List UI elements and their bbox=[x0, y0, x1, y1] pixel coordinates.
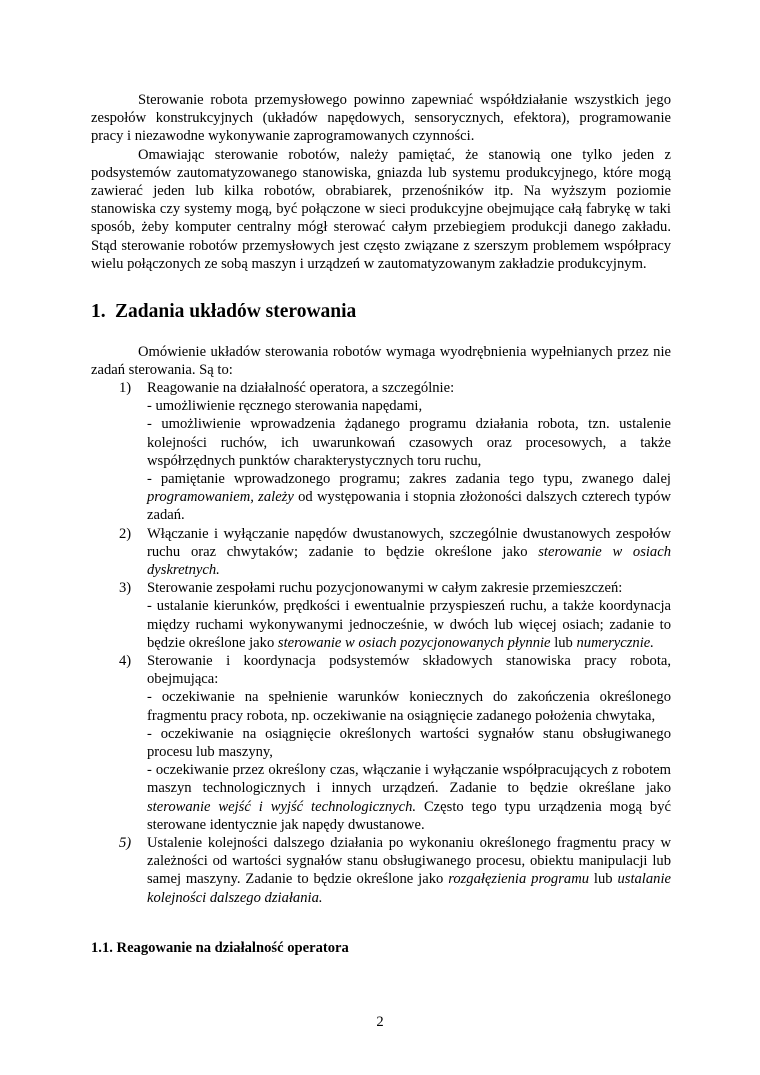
list-item-2 bbox=[119, 525, 671, 580]
section-1-intro bbox=[91, 343, 671, 379]
list-item-5-number: 5) bbox=[119, 835, 132, 852]
list-item-5 bbox=[119, 834, 671, 907]
list-item-1 bbox=[119, 379, 671, 525]
list-item-2-emphasis: sterowanie w osiach dyskretnych. bbox=[147, 543, 672, 579]
list-item-3-text: Sterowanie zespołami ruchu pozycjonowanymi w całym zakresie przemieszczeń: bbox=[147, 580, 623, 597]
list-item-2-pre: Włączanie i wyłączanie napędów dwustanowych, szczególnie dwustanowych zespołów ruchu oraz chwytaków; zadanie to będzie określone jako bbox=[147, 525, 671, 560]
list-item-4 bbox=[119, 652, 671, 834]
list-item-3-sub-1 bbox=[147, 597, 671, 652]
list-item-1-number: 1) bbox=[119, 380, 132, 396]
list-item-3-number: 3) bbox=[119, 580, 132, 597]
intro-paragraph-2: Omawiając sterowanie robotów, należy pamiętać, że stanowią one tylko jeden z podsystemów zautomatyzowanego stanowiska, gniazda lub systemu produkcyjnego, które mogą zawierać jeden lub kilka robotów, obrabiarek, przenośników itp. Na wyższym poziomie stanowiska czy systemy mogą, być połączone w sieci produkcyjne obejmujące całą fabrykę w taki sposób, żeby komputer centralny mógł sterować całym przebiegiem produkcji danego zakładu. Stąd sterowanie robotów przemysłowych jest często związane z szerszym problemem współpracy wielu połączonych ze sobą maszyn i urządzeń w zautomatyzowanym zakładzie produkcyjnym. bbox=[91, 146, 671, 272]
section-1-intro-paragraph: Omówienie układów sterowania robotów wymaga wyodrębnienia wypełnianych przez nie zadań sterowania. Są to: bbox=[91, 344, 671, 379]
section-1-heading bbox=[91, 300, 356, 324]
list-item-4-sub-3 bbox=[147, 761, 671, 834]
list-item-3-sub-1-mid: lub bbox=[550, 634, 577, 651]
list-item-4-sub-2: - oczekiwanie na osiągnięcie określonych wartości sygnałów stanu obsługiwanego procesu lub maszyny, bbox=[147, 725, 671, 761]
list-item-3-sub-1-pre: - ustalanie kierunków, prędkości i ewentualnie przyspieszeń ruchu, a także koordynacja między ruchami wykonywanymi jednocześnie, w dwóch lub więcej osiach; zadanie to będzie określone jako bbox=[147, 598, 671, 651]
list-item-5-emphasis-1: rozgałęzienia programu bbox=[448, 871, 590, 888]
list-item-1-sub-3-post: od występowania i stopnia złożoności dalszych czterech typów zadań. bbox=[147, 489, 671, 524]
page-number: 2 bbox=[376, 1014, 384, 1030]
list-item-3-sub-1-emphasis-1: sterowanie w osiach pozycjonowanych płynnie bbox=[277, 634, 551, 651]
section-1-1-heading: 1.1. Reagowanie na działalność operatora bbox=[91, 940, 349, 956]
list-item-4-sub-3-post: Często tego typu urządzenia mogą być sterowane identycznie jak napędy dwustanowe. bbox=[147, 798, 671, 833]
list-item-5-mid: lub bbox=[589, 871, 618, 888]
list-item-4-sub-3-pre: - oczekiwanie przez określony czas, włączanie i wyłączanie współpracujących z robotem maszyn technologicznych i innych urządzeń. Zadanie to będzie określane jako bbox=[147, 762, 671, 797]
list-item-1-sub-1: - umożliwienie ręcznego sterowania napędami, bbox=[147, 398, 423, 415]
tasks-list bbox=[119, 379, 671, 907]
list-item-1-sub-3-pre: - pamiętanie wprowadzonego programu; zakres zadania tego typu, zwanego dalej bbox=[147, 471, 671, 488]
list-item-1-sub-3-emphasis: programowaniem, zależy bbox=[147, 489, 294, 506]
list-item-3 bbox=[119, 579, 671, 652]
list-item-1-text: Reagowanie na działalność operatora, a szczególnie: bbox=[147, 380, 455, 396]
section-1-number: 1. bbox=[91, 301, 106, 322]
list-item-1-sub-3 bbox=[147, 470, 671, 525]
list-item-2-text bbox=[147, 525, 671, 580]
list-item-2-number: 2) bbox=[119, 525, 132, 542]
list-item-3-sub-1-emphasis-2: numerycznie. bbox=[576, 634, 654, 651]
list-item-4-text: Sterowanie i koordynacja podsystemów składowych stanowiska pracy robota, obejmująca: bbox=[147, 653, 671, 688]
list-item-4-number: 4) bbox=[119, 653, 132, 670]
list-item-5-pre: Ustalenie kolejności dalszego działania po wykonaniu określonego fragmentu pracy w zależności od wartości sygnałów stanu obsługiwanego procesu, obiektu manipulacji lub samej maszyny. Zadanie to będzie określone jako bbox=[147, 835, 671, 888]
list-item-4-sub-1: - oczekiwanie na spełnienie warunków koniecznych do zakończenia określonego fragmentu pracy robota, np. oczekiwanie na osiągnięcie zadanego położenia chwytaka, bbox=[147, 689, 671, 724]
intro-paragraph-1: Sterowanie robota przemysłowego powinno zapewniać współdziałanie wszystkich jego zespołów konstrukcyjnych (układów napędowych, sensorycznych, efektora), programowanie pracy i niezawodne wykonywanie zaprogramowanych czynności. bbox=[91, 92, 671, 145]
list-item-1-sub-2: - umożliwienie wprowadzenia żądanego programu działania robota, tzn. ustalenie kolejności ruchów, ich uwarunkowań czasowych oraz procesowych, a także współrzędnych punktów charakterystycznych toru ruchu, bbox=[147, 416, 671, 469]
list-item-5-text bbox=[147, 834, 671, 907]
list-item-5-emphasis-2: ustalanie kolejności dalszego działania. bbox=[147, 871, 671, 906]
list-item-4-sub-3-emphasis: sterowanie wejść i wyjść technologicznych. bbox=[147, 798, 417, 815]
section-1-title: Zadania układów sterowania bbox=[115, 301, 357, 322]
intro-section bbox=[91, 91, 671, 273]
